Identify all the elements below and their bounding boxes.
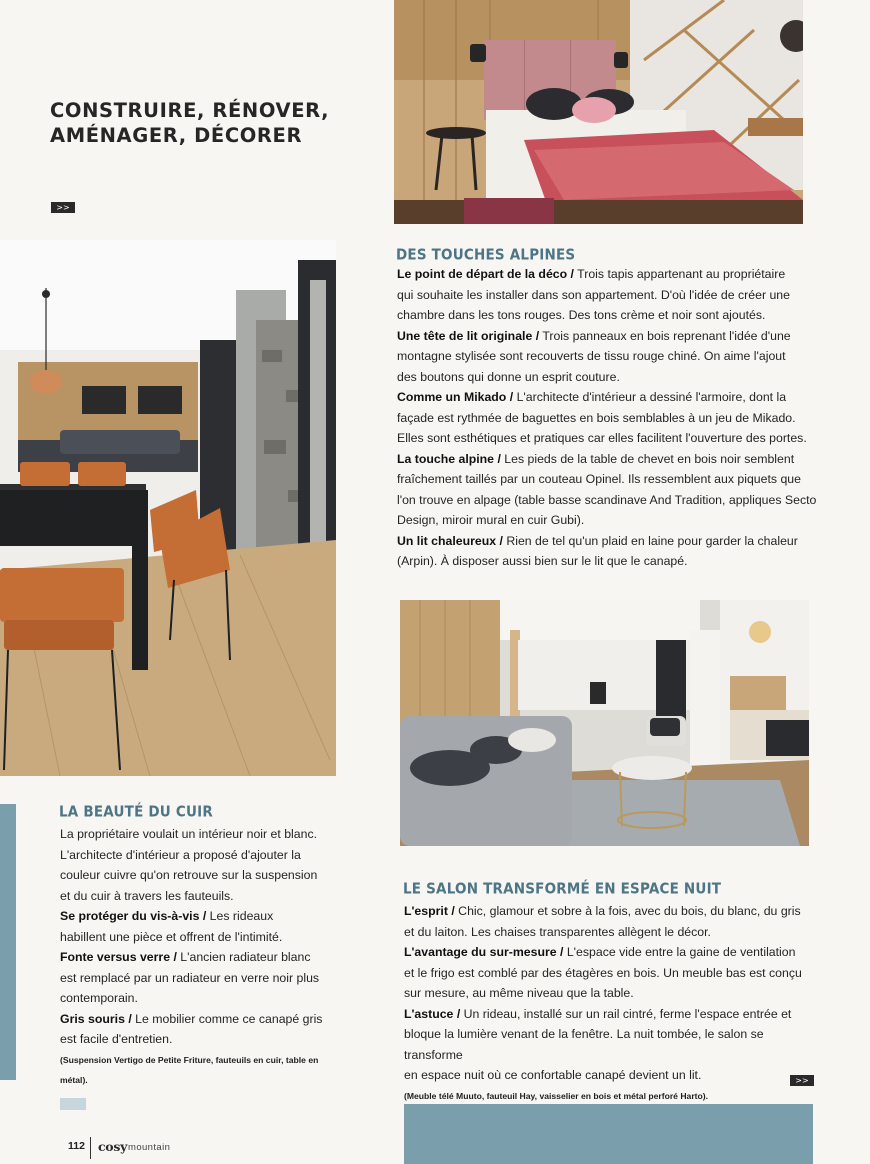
arrow-tag-top: >> <box>51 202 75 213</box>
section-title-alpine: DES TOUCHES ALPINES <box>396 246 576 264</box>
salon-item-2-lead: L'avantage du sur-mesure / <box>404 945 564 959</box>
section-title-cuir: LA BEAUTÉ DU CUIR <box>59 803 213 821</box>
alpine-item-5: Un lit chaleureux / Rien de tel qu'un plaid en laine pour garder la chaleur (Arpin). À disposer aussi bien sur le lit que le canapé. <box>397 533 798 568</box>
cuir-item-1-lead: Se protéger du vis-à-vis / <box>60 909 207 923</box>
alpine-item-1-lead: Le point de départ de la déco / <box>397 267 574 281</box>
alpine-text <box>397 264 827 572</box>
alpine-item-1: Le point de départ de la déco / Trois tapis appartenant au propriétaire qui souhaite les installer dans son appartement. D'où l'idée de créer une chambre dans les tons rouges. Des tons crème et noir sont ajoutés. <box>397 267 790 322</box>
page-number: 112 <box>68 1140 85 1152</box>
living-room-photo <box>400 600 809 846</box>
alpine-item-2-lead: Une tête de lit originale / <box>397 328 540 343</box>
cuir-item-3-lead: Gris souris / <box>60 1011 132 1026</box>
cuir-caption: (Suspension Vertigo de Petite Friture, fauteuils en cuir, table en métal). <box>60 1054 319 1085</box>
alpine-item-2: Une tête de lit originale / Trois panneaux en bois reprenant l'idée d'une montagne stylisée sont recouverts de tissu rouge chiné. On aime l'ajout des boutons qui donne un esprit couture. <box>397 328 791 384</box>
salon-text <box>404 901 824 1106</box>
salon-item-1: L'esprit / Chic, glamour et sobre à la fois, avec du bois, du blanc, du gris et du laiton. Les chaises transparentes allègent le décor. <box>404 904 801 939</box>
small-blue-block <box>60 1098 86 1110</box>
salon-item-1-lead: L'esprit / <box>404 904 455 918</box>
page-title-line1: CONSTRUIRE, RÉNOVER, <box>50 99 330 122</box>
cuir-item-2-lead: Fonte versus verre / <box>60 950 177 964</box>
alpine-item-4: La touche alpine / Les pieds de la table de chevet en bois noir semblent fraîchement taillés par un couteau Opinel. Ils ressemblent aux piquets que l'on trouve en alpage (table basse scandinave And Tradition, appliques Secto Design, miroir mural en cuir Gubi). <box>397 451 817 527</box>
brand-subtitle: mountain <box>128 1142 171 1153</box>
cuir-item-2: Fonte versus verre / L'ancien radiateur blanc est remplacé par un radiateur en verre noir plus contemporain. <box>60 950 320 1005</box>
alpine-item-3: Comme un Mikado / L'architecte d'intérieur a dessiné l'armoire, dont la façade est rythmée de baguettes en bois semblables à un jeu de Mikado. Elles sont esthétiques et pratiques car elles facilitent l'ouverture des portes. <box>397 390 807 445</box>
salon-item-3-lead: L'astuce / <box>404 1006 461 1021</box>
alpine-item-3-lead: Comme un Mikado / <box>397 390 514 404</box>
salon-caption: (Meuble télé Muuto, fauteuil Hay, vaisselier en bois et métal perforé Harto). <box>404 1090 709 1101</box>
page-title-line2: AMÉNAGER, DÉCORER <box>50 124 303 147</box>
alpine-item-4-lead: La touche alpine / <box>397 451 501 466</box>
bedroom-photo <box>394 0 803 224</box>
bottom-blue-bar <box>404 1104 813 1164</box>
cuir-item-1: Se protéger du vis-à-vis / Les rideaux habillent une pièce et offrent de l'intimité. <box>60 909 283 944</box>
brand-logo: cosy <box>98 1139 128 1154</box>
page-title <box>50 98 370 148</box>
cuir-item-3: Gris souris / Le mobilier comme ce canapé gris est facile d'entretien. <box>60 1011 323 1046</box>
salon-item-2: L'avantage du sur-mesure / L'espace vide entre la gaine de ventilation et le frigo est comblé par des étagères en bois. Un meuble bas est conçu sur mesure, au même niveau que la table. <box>404 945 802 1000</box>
salon-item-3: L'astuce / Un rideau, installé sur un rail cintré, ferme l'espace entrée et bloque la lumière venant de la fenêtre. La nuit tombée, le salon se transforme en espace nuit où ce confortable canapé devient un lit. <box>404 1006 792 1082</box>
footer-separator <box>90 1137 91 1159</box>
section-title-salon: LE SALON TRANSFORMÉ EN ESPACE NUIT <box>403 880 722 898</box>
cuir-text <box>60 824 360 1090</box>
cuir-intro: La propriétaire voulait un intérieur noir et blanc. L'architecte d'intérieur a proposé d'ajouter la couleur cuivre qu'on retrouve sur la suspension et du cuir à travers les fauteuils. <box>60 827 318 903</box>
dining-photo <box>0 240 336 776</box>
alpine-item-5-lead: Un lit chaleureux / <box>397 533 503 548</box>
left-blue-bar <box>0 804 16 1080</box>
arrow-tag-bottom: >> <box>790 1075 814 1086</box>
